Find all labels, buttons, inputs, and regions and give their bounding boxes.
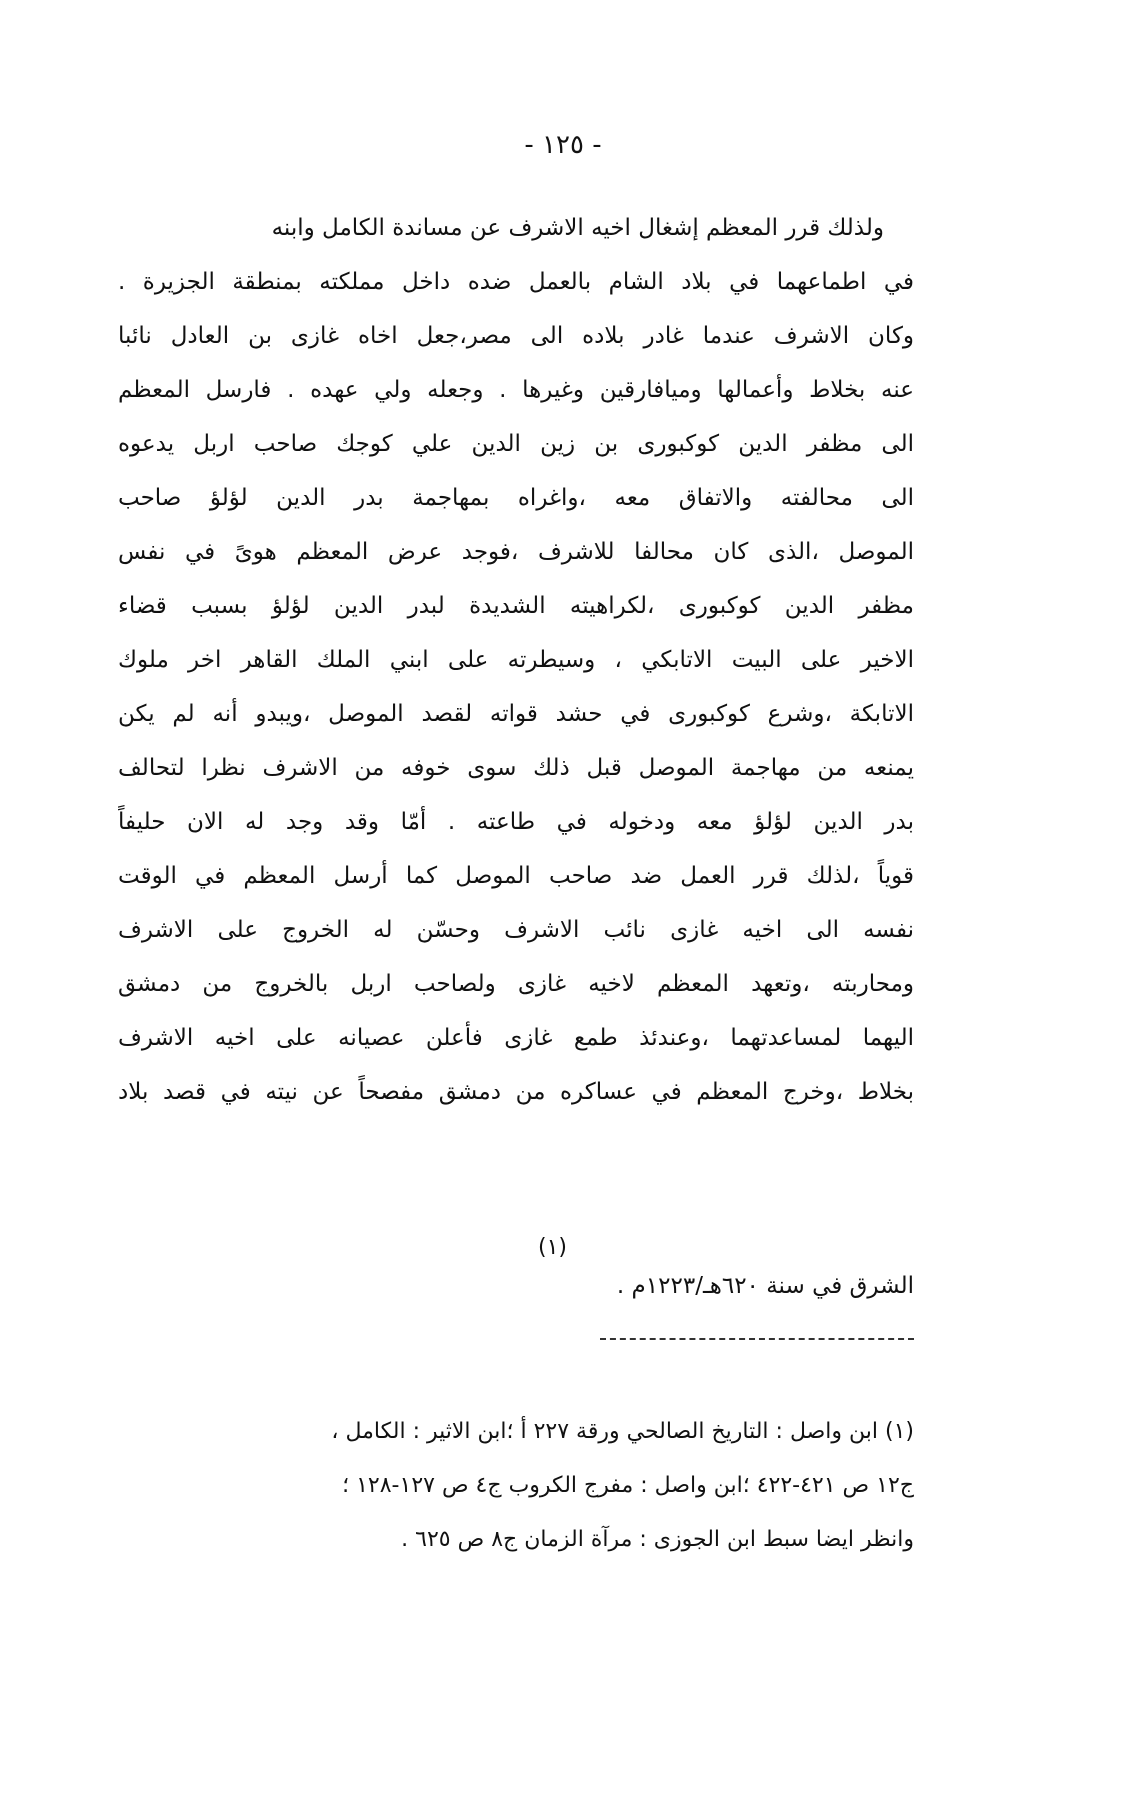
body-line: ومحاربته ،وتعهد المعظم لاخيه غازى ولصاحب اربل بالخروج من دمشق <box>118 971 914 997</box>
footnote-separator <box>600 1338 914 1340</box>
body-line: ولذلك قرر المعظم إشغال اخيه الاشرف عن مساندة الكامل وابنه <box>271 215 884 241</box>
body-line: الاتابكة ،وشرع كوكبورى في حشد قواته لقصد الموصل ،ويبدو أنه لم يكن <box>118 701 914 727</box>
body-line: الى مظفر الدين كوكبورى بن زين الدين علي كوجك صاحب اربل يدعوه <box>118 431 914 457</box>
body-line: عنه بخلاط وأعمالها وميافارقين وغيرها . وجعله ولي عهده . فارسل المعظم <box>118 377 914 403</box>
body-line: بخلاط ،وخرج المعظم في عساكره من دمشق مفصحاً عن نيته في قصد بلاد <box>118 1079 914 1105</box>
footnote-line: وانظر ايضا سبط ابن الجوزى : مرآة الزمان ج٨ ص ٦٢٥ . <box>401 1527 914 1552</box>
body-line: قوياً ،لذلك قرر العمل ضد صاحب الموصل كما أرسل المعظم في الوقت <box>118 863 914 889</box>
footnote-line: ج١٢ ص ٤٢١-٤٢٢ ؛ابن واصل : مفرج الكروب ج٤ ص ١٢٧-١٢٨ ؛ <box>342 1473 914 1498</box>
body-line: الموصل ،الذى كان محالفا للاشرف ،فوجد عرض المعظم هوىً في نفس <box>118 539 914 565</box>
body-line-last: الشرق في سنة ٦٢٠هـ/١٢٢٣م . <box>616 1273 914 1299</box>
footnote-line: (١) ابن واصل : التاريخ الصالحي ورقة ٢٢٧ أ ؛ابن الاثير : الكامل ، <box>331 1419 914 1444</box>
body-line: وكان الاشرف عندما غادر بلاده الى مصر،جعل اخاه غازى بن العادل نائبا <box>118 323 914 349</box>
body-line: بدر الدين لؤلؤ معه ودخوله في طاعته . أمّا وقد وجد له الان حليفاً <box>118 809 914 835</box>
body-line: في اطماعهما في بلاد الشام بالعمل ضده داخل مملكته بمنطقة الجزيرة . <box>118 269 914 295</box>
footnote-reference-marker: (١) <box>538 1235 568 1260</box>
body-line: يمنعه من مهاجمة الموصل قبل ذلك سوى خوفه من الاشرف نظرا لتحالف <box>118 755 914 781</box>
body-line: الاخير على البيت الاتابكي ، وسيطرته على ابني الملك القاهر اخر ملوك <box>118 647 914 673</box>
body-line: نفسه الى اخيه غازى نائب الاشرف وحسّن له الخروج على الاشرف <box>118 917 914 943</box>
body-line: الى محالفته والاتفاق معه ،واغراه بمهاجمة بدر الدين لؤلؤ صاحب <box>118 485 914 511</box>
body-line: مظفر الدين كوكبورى ،لكراهيته الشديدة لبدر الدين لؤلؤ بسبب قضاء <box>118 593 914 619</box>
body-line: اليهما لمساعدتهما ،وعندئذ طمع غازى فأعلن عصيانه على اخيه الاشرف <box>118 1025 914 1051</box>
page-number: - ١٢٥ - <box>524 130 602 160</box>
